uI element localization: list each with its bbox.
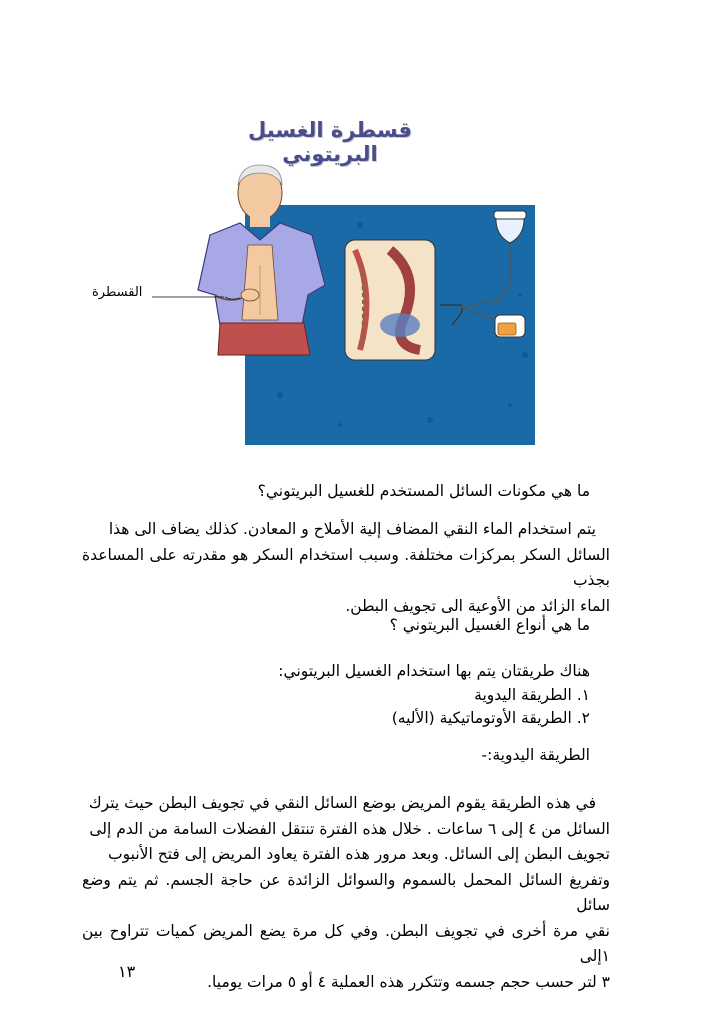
paragraph-line: ٣ لتر حسب حجم جسمه وتتكرر هذه العملية ٤ أو ٥ مرات يوميا. bbox=[207, 972, 610, 991]
intro-methods: هناك طريقتان يتم بها استخدام الغسيل البريتوني: bbox=[278, 662, 590, 680]
list-item: ٢. الطريقة الأوتوماتيكية (الأليه) bbox=[391, 709, 590, 727]
peritoneal-dialysis-illustration bbox=[100, 155, 570, 445]
paragraph-line: السائل السكر بمركزات مختلفة. وسبب استخدام السكر هو مقدرته على المساعدة بجذب bbox=[82, 545, 610, 589]
paragraph-line: نقي مرة أخرى في تجويف البطن. وفي كل مرة يضع المريض كميات تتراوح بين ١إلى bbox=[82, 921, 610, 965]
catheter-label: القسطرة bbox=[92, 285, 143, 300]
page-number: ١٣ bbox=[118, 962, 136, 981]
paragraph-line: تجويف البطن إلى السائل. وبعد مرور هذه الفترة يعاود المريض إلى فتح الأنبوب bbox=[108, 845, 610, 863]
page-title: قسطرة الغسيل البريتوني bbox=[248, 118, 412, 166]
question-dialysis-types: ما هي أنواع الغسيل البريتوني ؟ bbox=[389, 616, 590, 634]
abdomen-cross-section bbox=[345, 240, 435, 360]
paragraph-manual-method bbox=[82, 791, 610, 995]
paragraph-line: في هذه الطريقة يقوم المريض بوضع السائل النقي في تجويف البطن حيث يترك bbox=[88, 794, 596, 812]
paragraph-line: الماء الزائد من الأوعية الى تجويف البطن. bbox=[345, 596, 610, 615]
paragraph-fluid-components bbox=[82, 517, 610, 619]
paragraph-line: يتم استخدام الماء النقي المضاف إلية الأملاح و المعادن. كذلك يضاف الى هذا bbox=[108, 520, 596, 538]
list-item: ١. الطريقة اليدوية bbox=[474, 686, 590, 704]
question-fluid-components: ما هي مكونات السائل المستخدم للغسيل البريتوني؟ bbox=[257, 482, 590, 500]
manual-method-heading: الطريقة اليدوية:- bbox=[481, 746, 590, 764]
paragraph-line: وتفريغ السائل المحمل بالسموم والسوائل الزائدة عن حاجة الجسم. ثم يتم وضع سائل bbox=[82, 870, 610, 914]
paragraph-line: السائل من ٤ إلى ٦ ساعات . خلال هذه الفترة تنتقل الفضلات السامة من الدم إلى bbox=[89, 819, 610, 838]
